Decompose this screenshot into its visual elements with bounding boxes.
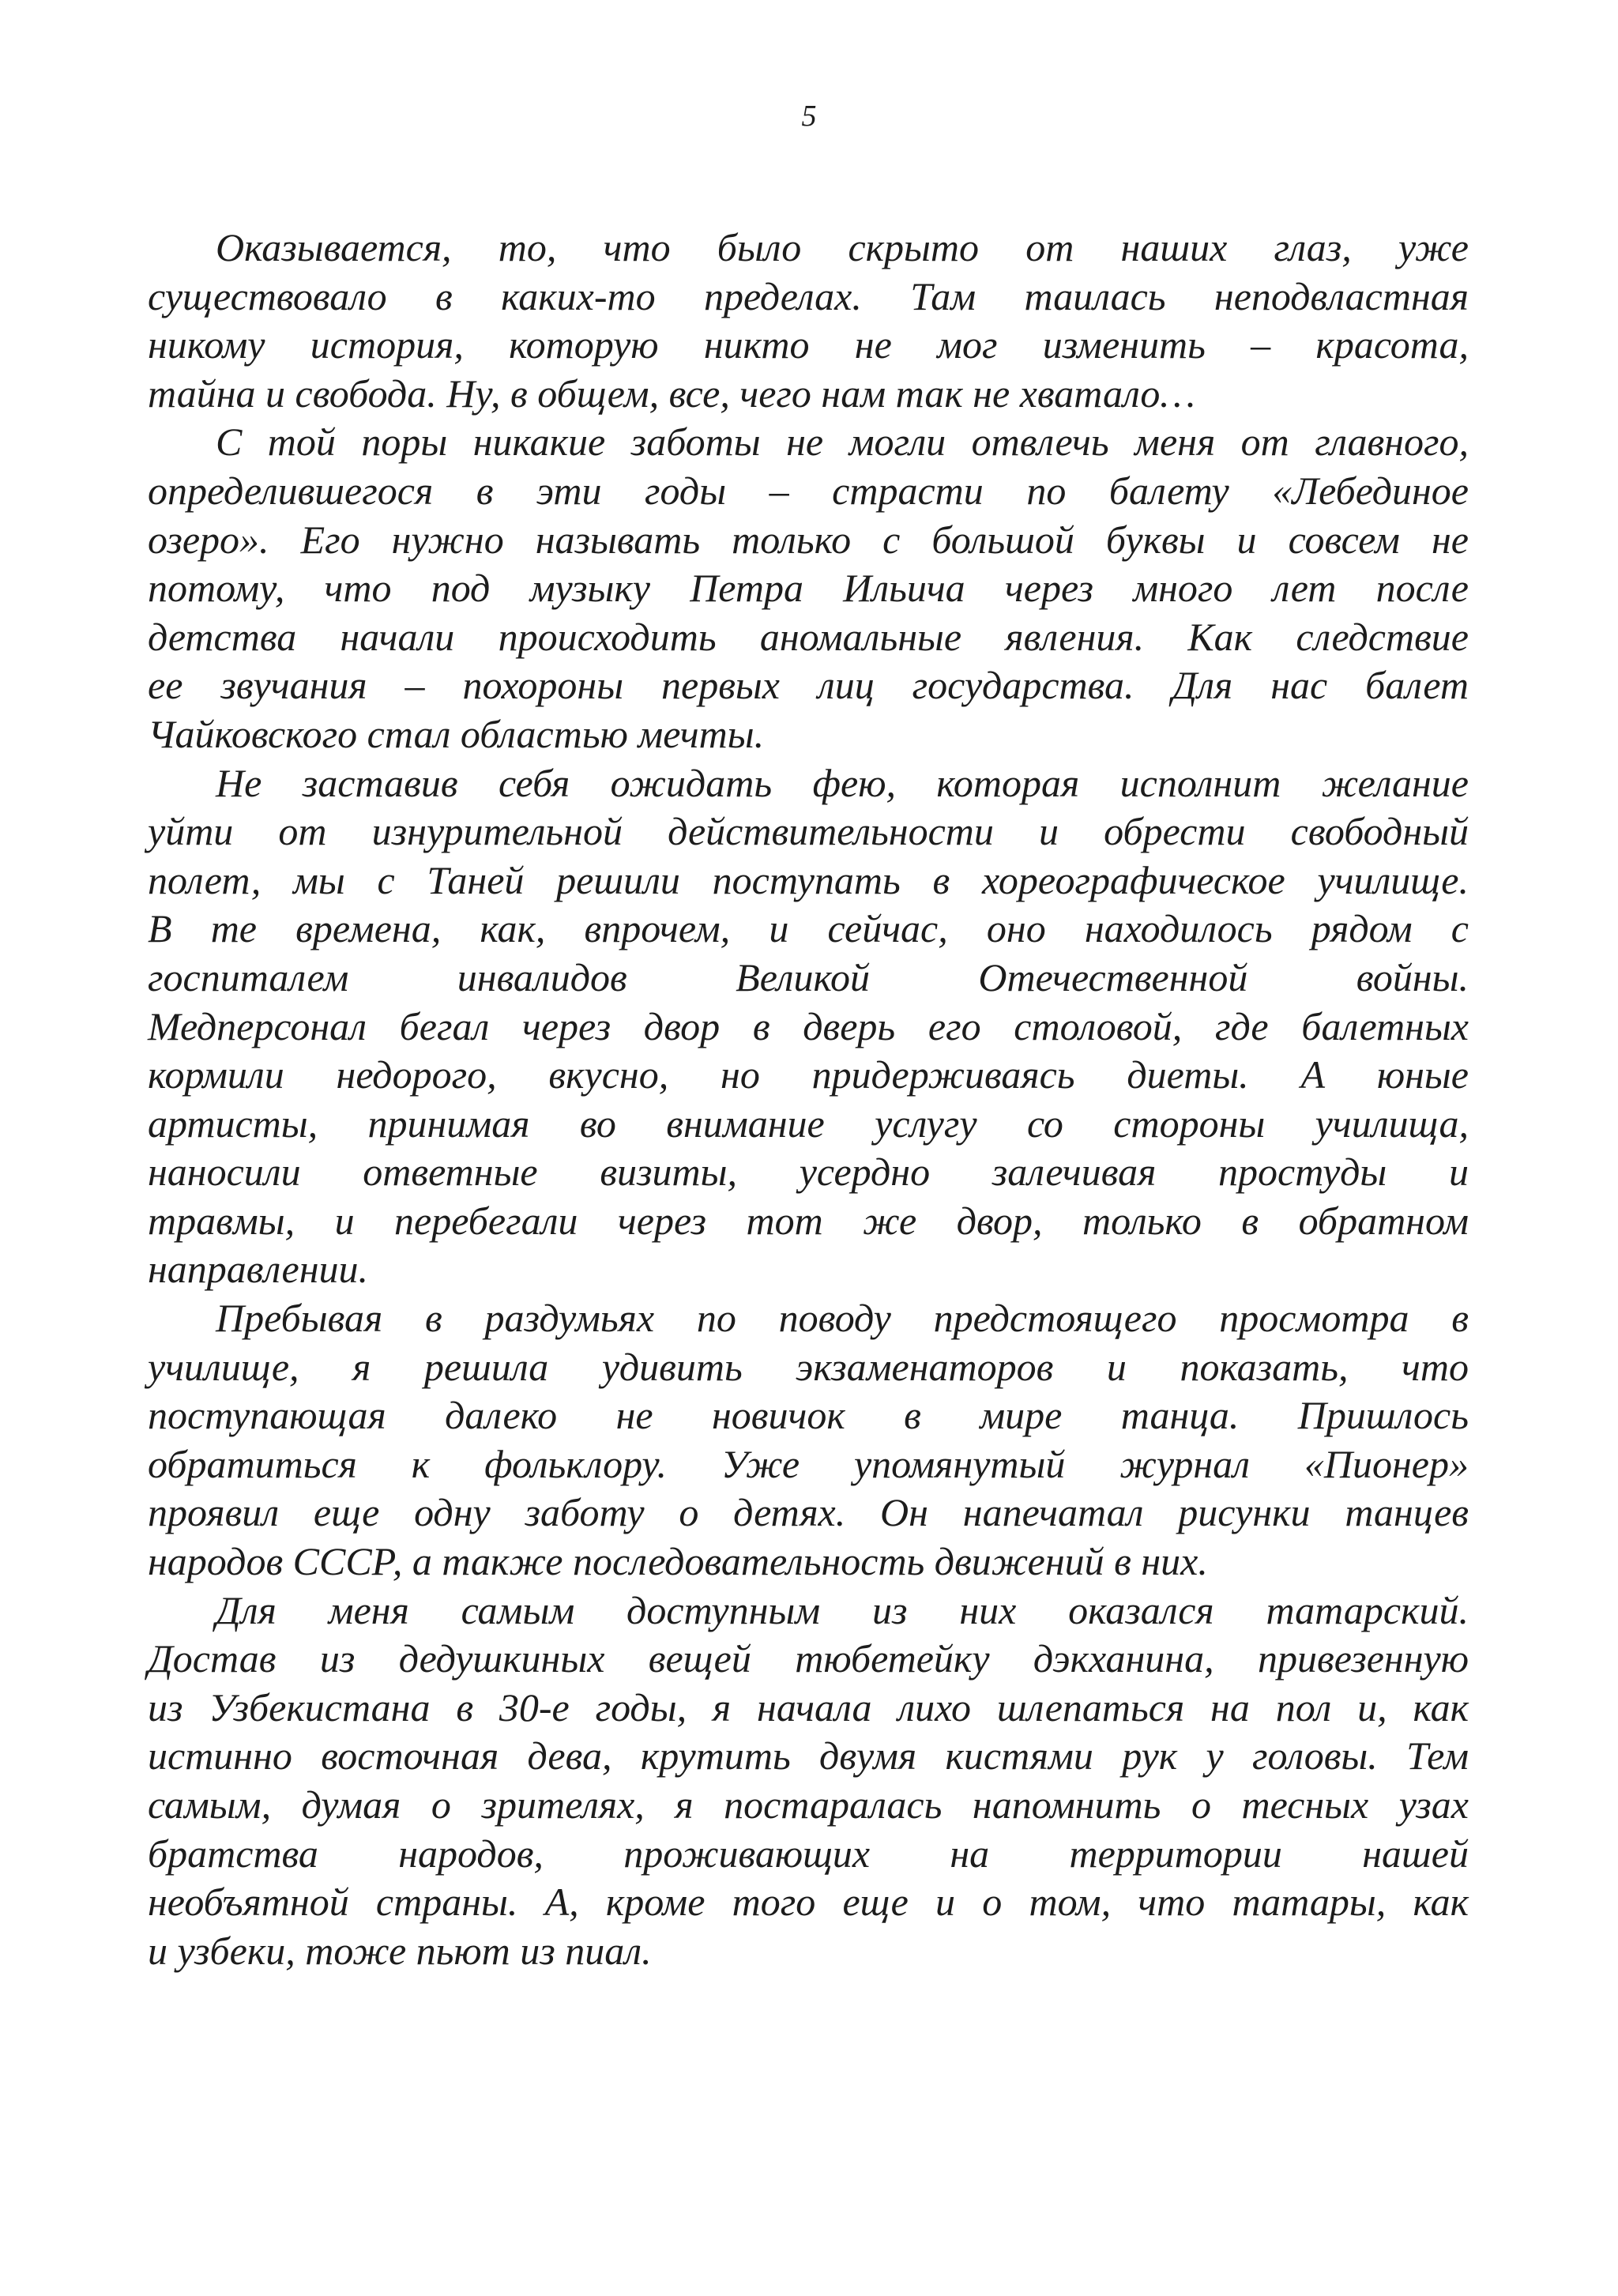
text-line: полет, мы с Таней решили поступать в хореографическое училище. — [148, 857, 1469, 902]
text-line: необъятной страны. А, кроме того еще и о том, что татары, как — [148, 1880, 1469, 1925]
text-line: Пребывая в раздумьях по поводу предстоящего просмотра в — [216, 1296, 1469, 1341]
text-line: детства начали происходить аномальные явления. Как следствие — [148, 614, 1469, 659]
text-line: определившегося в эти годы – страсти по балету «Лебединое — [148, 468, 1469, 513]
text-line: поступающая далеко не новичок в мире танца. Пришлось — [148, 1393, 1469, 1438]
text-line: обратиться к фольклору. Уже упомянутый журнал «Пионер» — [148, 1441, 1469, 1486]
text-line: из Узбекистана в 30-е годы, я начала лихо шлепаться на пол и, как — [148, 1684, 1469, 1730]
text-line: Достав из дедушкиных вещей тюбетейку дэкханина, привезенную — [148, 1636, 1469, 1681]
paragraph — [148, 759, 1469, 1295]
paragraph — [148, 1586, 1469, 1976]
text-line: самым, думая о зрителях, я постаралась напомнить о тесных узах — [148, 1782, 1469, 1827]
text-line: тайна и свобода. Ну, в общем, все, чего нам так не хватало… — [148, 371, 1195, 416]
text-line: Медперсонал бегал через двор в дверь его столовой, где балетных — [148, 1003, 1469, 1048]
body-text — [148, 224, 1469, 1975]
text-line: наносили ответные визиты, усердно залечивая простуды и — [148, 1150, 1469, 1195]
paragraph — [148, 1294, 1469, 1586]
paragraph — [148, 418, 1469, 758]
text-line: госпиталем инвалидов Великой Отечественной войны. — [148, 954, 1469, 999]
paragraph — [148, 224, 1469, 418]
text-line: училище, я решила удивить экзаменаторов и показать, что — [148, 1344, 1469, 1389]
text-line: Для меня самым доступным из них оказался татарский. — [216, 1587, 1469, 1632]
text-line: озеро». Его нужно называть только с большой буквы и совсем не — [148, 517, 1469, 562]
text-line: братства народов, проживающих на территории нашей — [148, 1831, 1469, 1876]
text-line: уйти от изнурительной действительности и обрести свободный — [148, 809, 1469, 854]
text-line: существовало в каких-то пределах. Там таилась неподвластная — [148, 273, 1469, 318]
text-line: Чайковского стал областью мечты. — [148, 711, 765, 756]
text-line: проявил еще одну заботу о детях. Он напечатал рисунки танцев — [148, 1490, 1469, 1535]
text-line: и узбеки, тоже пьют из пиал. — [148, 1928, 652, 1973]
text-line: Оказывается, то, что было скрыто от наших глаз, уже — [216, 225, 1469, 269]
text-line: истинно восточная дева, крутить двумя кистями рук у головы. Тем — [148, 1733, 1469, 1778]
text-line: кормили недорого, вкусно, но придерживаясь диеты. А юные — [148, 1052, 1469, 1097]
text-line: потому, что под музыку Петра Ильича через много лет после — [148, 566, 1469, 611]
page-number: 5 — [801, 100, 817, 133]
text-line: направлении. — [148, 1247, 369, 1292]
text-line: ее звучания – похороны первых лиц государства. Для нас балет — [148, 663, 1469, 708]
text-line: артисты, принимая во внимание услугу со стороны училища, — [148, 1101, 1469, 1146]
text-line: С той поры никакие заботы не могли отвлечь меня от главного, — [216, 420, 1469, 465]
text-line: никому история, которую никто не мог изменить – красота, — [148, 322, 1469, 367]
text-line: В те времена, как, впрочем, и сейчас, оно находилось рядом с — [148, 906, 1469, 951]
text-line: травмы, и перебегали через тот же двор, только в обратном — [148, 1198, 1469, 1243]
text-line: народов СССР, а также последовательность движений в них. — [148, 1539, 1208, 1584]
text-line: Не заставив себя ожидать фею, которая исполнит желание — [216, 760, 1469, 805]
